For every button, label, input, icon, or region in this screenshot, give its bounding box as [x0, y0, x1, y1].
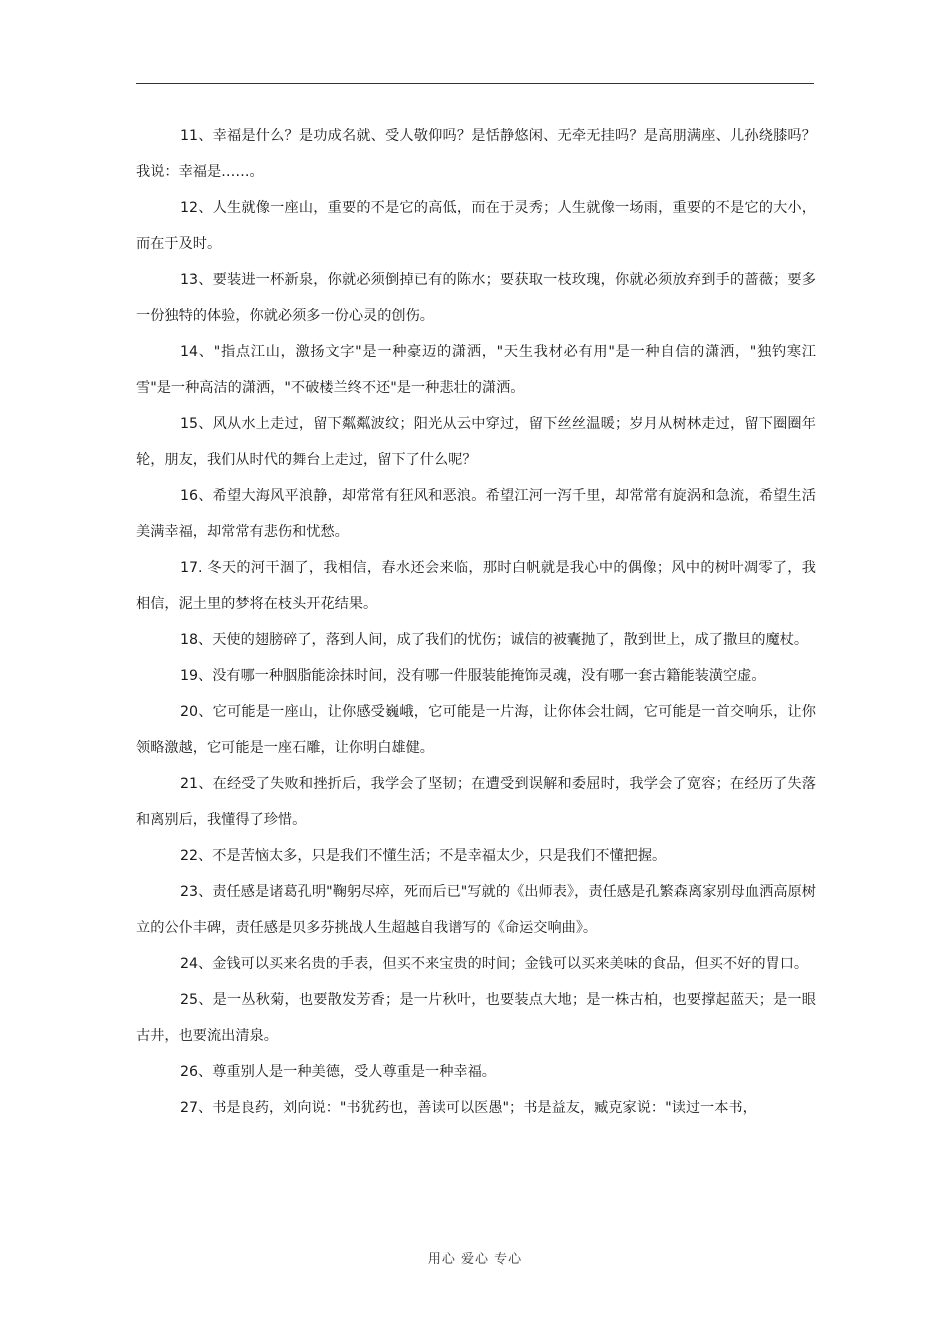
paragraph-12: 12、人生就像一座山，重要的不是它的高低，而在于灵秀；人生就像一场雨，重要的不是它的大小，而在于及时。: [136, 200, 816, 252]
paragraph-11: 11、幸福是什么？是功成名就、受人敬仰吗？是恬静悠闲、无牵无挂吗？是高朋满座、儿孙绕膝吗？我说：幸福是……。: [136, 128, 816, 180]
paragraph-21: 21、在经受了失败和挫折后，我学会了坚韧；在遭受到误解和委屈时，我学会了宽容；在经历了失落和离别后，我懂得了珍惜。: [136, 776, 816, 828]
paragraph-14: 14、"指点江山，激扬文字"是一种豪迈的潇洒，"天生我材必有用"是一种自信的潇洒，"独钓寒江雪"是一种高洁的潇洒，"不破楼兰终不还"是一种悲壮的潇洒。: [136, 344, 816, 396]
paragraph-17: 17. 冬天的河干涸了，我相信，春水还会来临，那时白帆就是我心中的偶像；风中的树叶凋零了，我相信，泥土里的梦将在枝头开花结果。: [136, 560, 816, 612]
paragraph-13: 13、要装进一杯新泉，你就必须倒掉已有的陈水；要获取一枝玫瑰，你就必须放弃到手的蔷薇；要多一份独特的体验，你就必须多一份心灵的创伤。: [136, 272, 816, 324]
paragraph-20: 20、它可能是一座山，让你感受巍峨，它可能是一片海，让你体会壮阔，它可能是一首交响乐，让你领略激越，它可能是一座石雕，让你明白雄健。: [136, 704, 816, 756]
paragraph-19: 19、没有哪一种胭脂能涂抹时间，没有哪一件服装能掩饰灵魂，没有哪一套古籍能装潢空虚。: [180, 668, 766, 684]
paragraph-18: 18、天使的翅膀碎了，落到人间，成了我们的忧伤；诚信的被囊抛了，散到世上，成了撒旦的魔杖。: [180, 632, 809, 648]
paragraph-27: 27、书是良药，刘向说："书犹药也，善读可以医愚"；书是益友，臧克家说："读过一本书，: [180, 1100, 757, 1116]
paragraph-26: 26、尊重别人是一种美德，受人尊重是一种幸福。: [180, 1064, 496, 1080]
page-footer: 用心 爱心 专心: [427, 1252, 523, 1267]
document-body: [136, 118, 816, 1126]
paragraph-16: 16、希望大海风平浪静，却常常有狂风和恶浪。希望江河一泻千里，却常常有旋涡和急流，希望生活美满幸福，却常常有悲伤和忧愁。: [136, 488, 816, 540]
paragraph-22: 22、不是苦恼太多，只是我们不懂生活；不是幸福太少，只是我们不懂把握。: [180, 848, 667, 864]
paragraph-23: 23、责任感是诸葛孔明"鞠躬尽瘁，死而后已"写就的《出师表》，责任感是孔繁森离家别母血洒高原树立的公仆丰碑，责任感是贝多芬挑战人生超越自我谱写的《命运交响曲》。: [136, 884, 816, 936]
paragraph-24: 24、金钱可以买来名贵的手表，但买不来宝贵的时间；金钱可以买来美味的食品，但买不好的胃口。: [180, 956, 809, 972]
paragraph-25: 25、是一丛秋菊，也要散发芳香；是一片秋叶，也要装点大地；是一株古柏，也要撑起蓝天；是一眼古井，也要流出清泉。: [136, 992, 816, 1044]
paragraph-15: 15、风从水上走过，留下粼粼波纹；阳光从云中穿过，留下丝丝温暖；岁月从树林走过，留下圈圈年轮，朋友，我们从时代的舞台上走过，留下了什么呢？: [136, 416, 816, 468]
header-rule: [136, 83, 814, 84]
